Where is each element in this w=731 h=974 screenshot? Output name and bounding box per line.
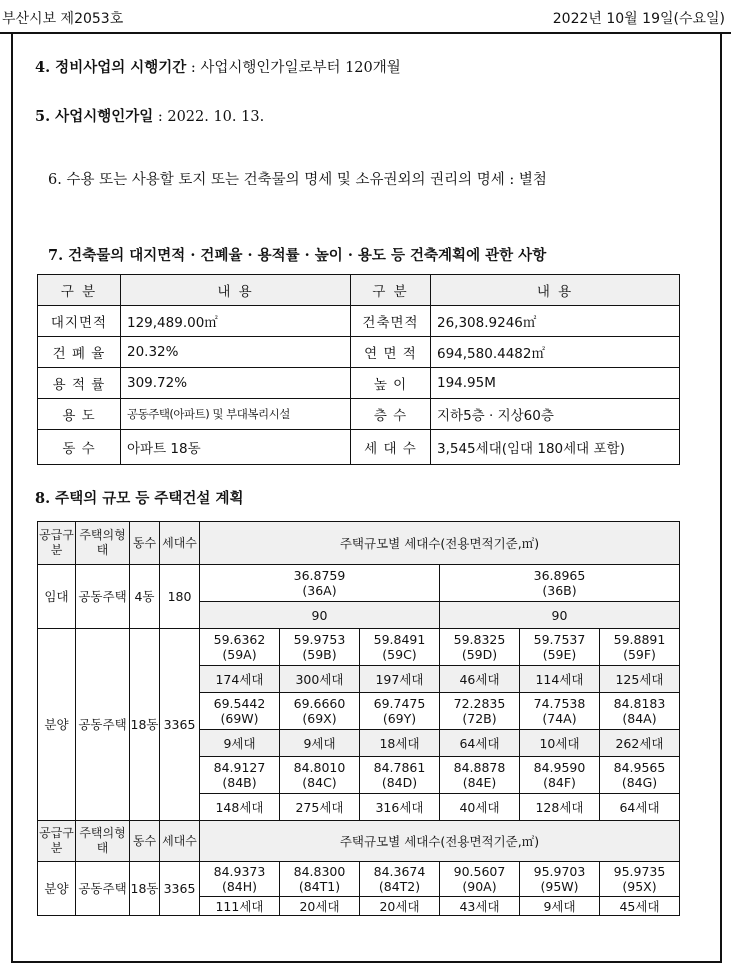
header-cell: 세대수 <box>160 522 200 565</box>
dong-count-cell: 4동 <box>130 565 160 629</box>
header-cell: 공급구분 <box>38 821 76 862</box>
count-cell: 43세대 <box>440 897 520 916</box>
count-cell: 64세대 <box>440 730 520 757</box>
dong-count-cell: 18동 <box>130 862 160 916</box>
label-cell: 용 적 률 <box>38 368 121 399</box>
count-cell: 20세대 <box>360 897 440 916</box>
size-cell: 69.7475 (69Y) <box>360 693 440 730</box>
building-plan-table <box>37 274 680 465</box>
label-cell: 대지면적 <box>38 306 121 337</box>
size-cell: 84.8010 (84C) <box>280 757 360 794</box>
table-row <box>38 629 680 666</box>
size-cell: 59.6362 (59A) <box>200 629 280 666</box>
count-cell: 197세대 <box>360 666 440 693</box>
supply-type-cell: 분양 <box>38 629 76 821</box>
size-cell: 69.6660 (69X) <box>280 693 360 730</box>
size-cell: 69.5442 (69W) <box>200 693 280 730</box>
size-cell: 36.8965 (36B) <box>440 565 680 602</box>
housing-form-cell: 공동주택 <box>76 629 130 821</box>
value-cell: 309.72% <box>121 368 351 399</box>
housing-form-cell: 공동주택 <box>76 862 130 916</box>
value-cell: 공동주택(아파트) 및 부대복리시설 <box>121 399 351 430</box>
count-cell: 262세대 <box>600 730 680 757</box>
count-cell: 114세대 <box>520 666 600 693</box>
count-cell: 275세대 <box>280 794 360 821</box>
size-cell: 59.8891 (59F) <box>600 629 680 666</box>
table-header-row <box>38 275 680 306</box>
size-cell: 59.9753 (59B) <box>280 629 360 666</box>
section-7-title: 7. 건축물의 대지면적 · 건폐율 · 용적률 · 높이 · 용도 등 건축계획에 관한 사항 <box>48 247 547 264</box>
header-cell: 내 용 <box>121 275 351 306</box>
size-cell: 59.7537 (59E) <box>520 629 600 666</box>
size-cell: 84.8183 (84A) <box>600 693 680 730</box>
value-cell: 694,580.4482㎡ <box>431 337 680 368</box>
label-cell: 건 폐 율 <box>38 337 121 368</box>
size-cell: 84.9590 (84F) <box>520 757 600 794</box>
size-cell: 59.8491 (59C) <box>360 629 440 666</box>
section-5 <box>35 105 264 126</box>
count-cell: 174세대 <box>200 666 280 693</box>
size-cell: 95.9735 (95X) <box>600 862 680 897</box>
count-cell: 148세대 <box>200 794 280 821</box>
value-cell: 3,545세대(임대 180세대 포함) <box>431 430 680 465</box>
household-count-cell: 3365 <box>160 862 200 916</box>
table-row <box>38 306 680 337</box>
count-cell: 125세대 <box>600 666 680 693</box>
header-cell: 동수 <box>130 821 160 862</box>
gazette-issue: 부산시보 제2053호 <box>2 11 124 27</box>
section-4-label: 4. 정비사업의 시행기간 <box>35 59 187 76</box>
section-8-title: 8. 주택의 규모 등 주택건설 계획 <box>35 490 244 507</box>
label-cell: 건축면적 <box>351 306 431 337</box>
header-cell: 동수 <box>130 522 160 565</box>
size-cell: 59.8325 (59D) <box>440 629 520 666</box>
size-cell: 84.8878 (84E) <box>440 757 520 794</box>
size-cell: 84.7861 (84D) <box>360 757 440 794</box>
size-cell: 84.3674 (84T2) <box>360 862 440 897</box>
table-row <box>38 862 680 897</box>
value-cell: 지하5층 · 지상60층 <box>431 399 680 430</box>
header-cell: 주택의형태 <box>76 522 130 565</box>
label-cell: 용 도 <box>38 399 121 430</box>
count-cell: 300세대 <box>280 666 360 693</box>
table-row <box>38 565 680 602</box>
count-cell: 40세대 <box>440 794 520 821</box>
count-cell: 46세대 <box>440 666 520 693</box>
value-cell: 194.95M <box>431 368 680 399</box>
count-cell: 45세대 <box>600 897 680 916</box>
label-cell: 세 대 수 <box>351 430 431 465</box>
count-cell: 18세대 <box>360 730 440 757</box>
header-cell: 구 분 <box>351 275 431 306</box>
supply-type-cell: 분양 <box>38 862 76 916</box>
count-cell: 128세대 <box>520 794 600 821</box>
section-5-value: : 2022. 10. 13. <box>153 109 265 125</box>
label-cell: 동 수 <box>38 430 121 465</box>
value-cell: 20.32% <box>121 337 351 368</box>
count-cell: 64세대 <box>600 794 680 821</box>
size-cell: 74.7538 (74A) <box>520 693 600 730</box>
table-row <box>38 430 680 465</box>
label-cell: 연 면 적 <box>351 337 431 368</box>
section-4 <box>35 56 401 77</box>
value-cell: 26,308.9246㎡ <box>431 306 680 337</box>
count-cell: 111세대 <box>200 897 280 916</box>
count-cell: 9세대 <box>280 730 360 757</box>
housing-form-cell: 공동주택 <box>76 565 130 629</box>
value-cell: 129,489.00㎡ <box>121 306 351 337</box>
table-header-row <box>38 522 680 565</box>
header-cell: 공급구분 <box>38 522 76 565</box>
size-cell: 84.9373 (84H) <box>200 862 280 897</box>
header-cell: 주택규모별 세대수(전용면적기준,㎡) <box>200 821 680 862</box>
supply-type-cell: 임대 <box>38 565 76 629</box>
header-cell: 세대수 <box>160 821 200 862</box>
household-count-cell: 180 <box>160 565 200 629</box>
section-4-value: : 사업시행인가일로부터 120개월 <box>186 60 401 76</box>
count-cell: 9세대 <box>200 730 280 757</box>
count-cell: 20세대 <box>280 897 360 916</box>
label-cell: 층 수 <box>351 399 431 430</box>
value-cell: 아파트 18동 <box>121 430 351 465</box>
table-row <box>38 399 680 430</box>
size-cell: 95.9703 (95W) <box>520 862 600 897</box>
dong-count-cell: 18동 <box>130 629 160 821</box>
page-header <box>0 0 731 32</box>
size-cell: 90.5607 (90A) <box>440 862 520 897</box>
table-row <box>38 368 680 399</box>
header-cell: 주택의형태 <box>76 821 130 862</box>
housing-plan-table <box>37 521 680 916</box>
household-count-cell: 3365 <box>160 629 200 821</box>
section-5-label: 5. 사업시행인가일 <box>35 108 154 125</box>
count-cell: 316세대 <box>360 794 440 821</box>
table-row <box>38 337 680 368</box>
size-cell: 72.2835 (72B) <box>440 693 520 730</box>
table-header-row <box>38 821 680 862</box>
gazette-date: 2022년 10월 19일(수요일) <box>552 11 725 27</box>
label-cell: 높 이 <box>351 368 431 399</box>
section-6: 6. 수용 또는 사용할 토지 또는 건축물의 명세 및 소유권외의 권리의 명세 : 별첨 <box>48 172 547 188</box>
header-cell: 주택규모별 세대수(전용면적기준,㎡) <box>200 522 680 565</box>
header-cell: 내 용 <box>431 275 680 306</box>
count-cell: 90 <box>200 602 440 629</box>
count-cell: 10세대 <box>520 730 600 757</box>
size-cell: 84.9565 (84G) <box>600 757 680 794</box>
size-cell: 84.8300 (84T1) <box>280 862 360 897</box>
header-cell: 구 분 <box>38 275 121 306</box>
size-cell: 84.9127 (84B) <box>200 757 280 794</box>
count-cell: 90 <box>440 602 680 629</box>
size-cell: 36.8759 (36A) <box>200 565 440 602</box>
count-cell: 9세대 <box>520 897 600 916</box>
